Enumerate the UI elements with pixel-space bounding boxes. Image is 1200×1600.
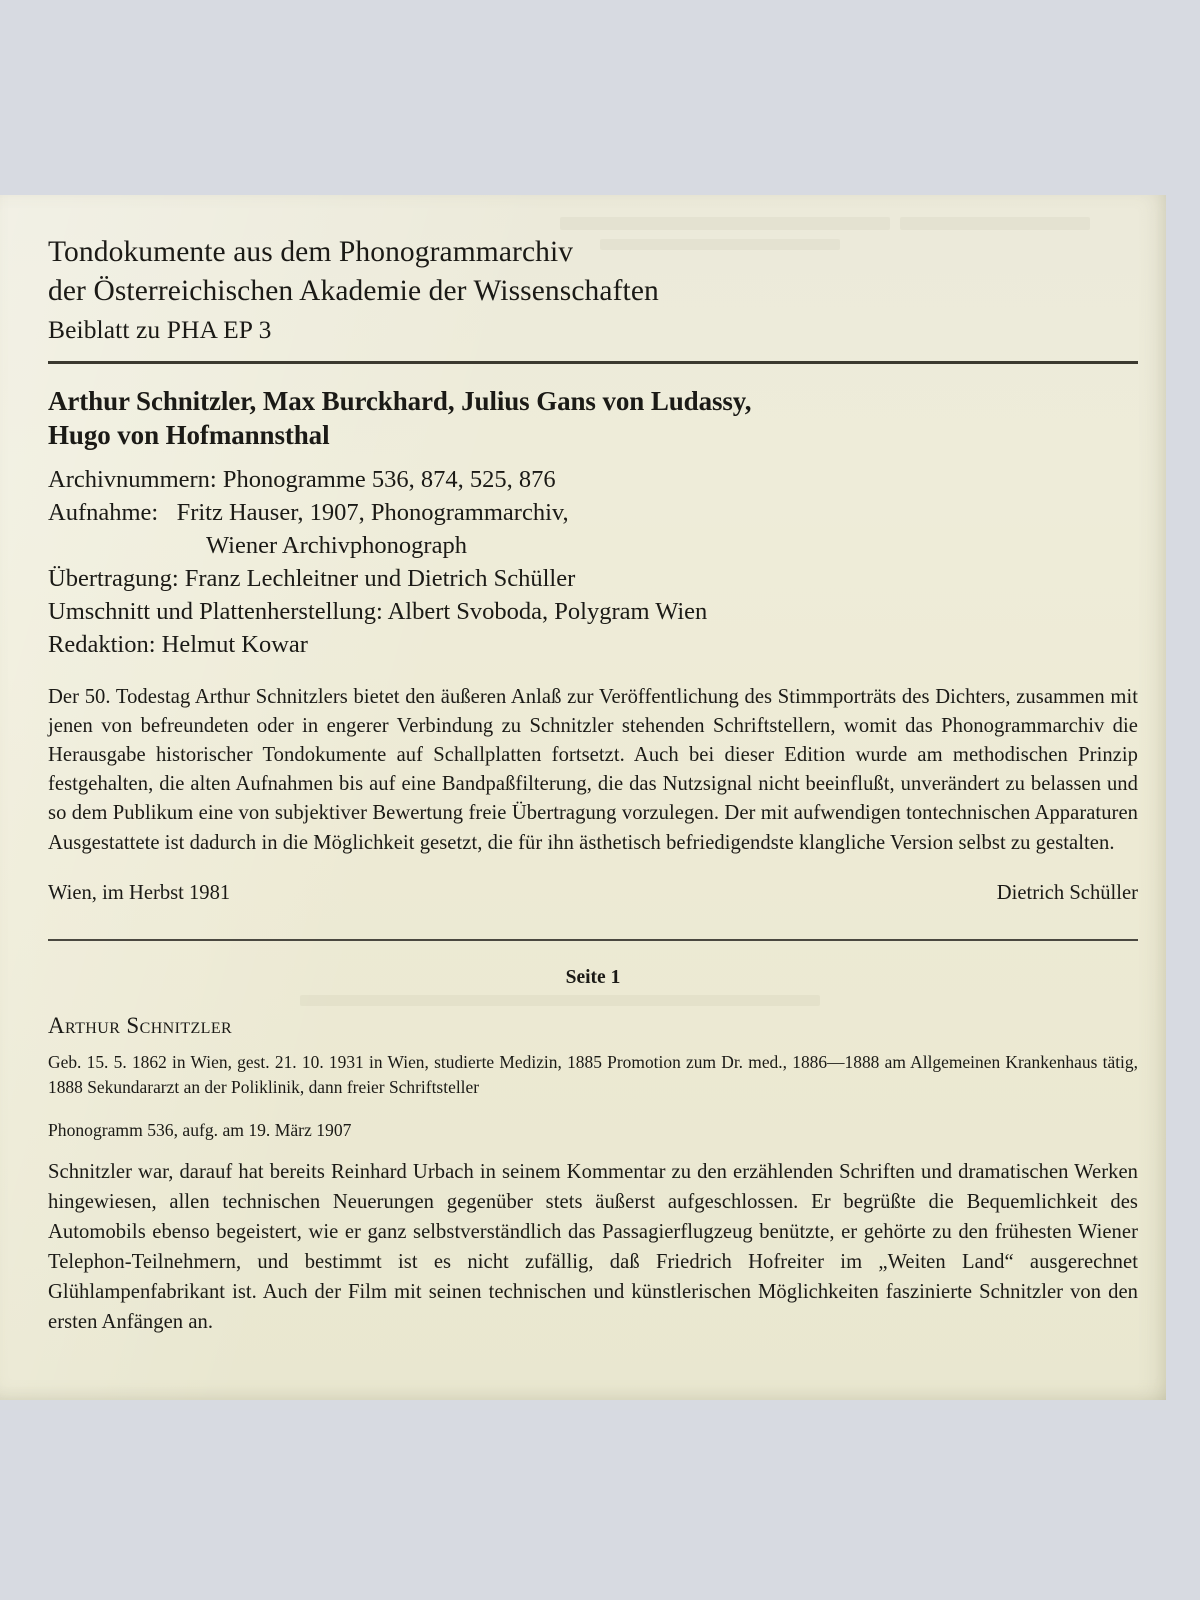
credit-transfer: Übertragung: Franz Lechleitner und Dietrich Schüller (48, 565, 576, 593)
credit-archive-numbers: Archivnummern: Phonogramme 536, 874, 525, 876 (48, 465, 556, 493)
masthead-issue-label: Beiblatt zu PHA EP 3 (48, 315, 272, 345)
masthead-divider (48, 361, 1138, 364)
signer-name: Dietrich Schüller (996, 881, 1138, 904)
scanned-page (0, 195, 1166, 1400)
signature-row (48, 882, 1138, 905)
document-title (48, 384, 1138, 453)
masthead (48, 195, 1138, 347)
phonogram-caption: Phonogramm 536, aufg. am 19. März 1907 (48, 1120, 352, 1141)
editorial-paragraph: Der 50. Todestag Arthur Schnitzlers bietet den äußeren Anlaß zur Veröffentlichung des Stimmporträts des Dichters, zusammen mit jenen von befreundeten oder in engerer Verbindung zu Schnitzler stehenden Schriftstellern, womit das Phonogrammarchiv die Herausgabe historischer Tondokumente auf Schallplatten fortsetzt. Auch bei dieser Edition wurde am methodischen Prinzip festgehalten, die alten Aufnahmen bis auf eine Bandpaßfilterung, die das Nutzsignal nicht beeinflußt, unverändert zu belassen und so dem Publikum eine von subjektiver Bewertung freie Übertragung vorzulegen. Der mit aufwendigen tontechnischen Apparaturen Ausgestattete ist dadurch in die Möglichkeit gesetzt, die für ihn ästhetisch befriedigendste klangliche Version selbst zu gestalten. (48, 686, 1138, 854)
section-divider (48, 939, 1138, 941)
credit-recording: Aufnahme: Fritz Hauser, 1907, Phonogrammarchiv, (48, 499, 569, 527)
page-content (48, 195, 1138, 1358)
credits-block (48, 463, 1138, 661)
author-biography: Geb. 15. 5. 1862 in Wien, gest. 21. 10. 1931 in Wien, studierte Medizin, 1885 Promotion zum Dr. med., 1886—1888 am Allgemeinen Krankenhaus tätig, 1888 Sekundararzt an der Poliklinik, dann freier Schriftsteller (48, 1051, 1138, 1097)
masthead-line-1: Tondokumente aus dem Phonogrammarchiv (48, 236, 574, 268)
document-title-line-2: Hugo von Hofmannsthal (48, 420, 330, 451)
masthead-line-2: der Österreichischen Akademie der Wissenschaften (48, 275, 659, 308)
commentary-paragraph: Schnitzler war, darauf hat bereits Reinhard Urbach in seinem Kommentar zu den erzählenden Schriften und dramatischen Werken hingewiesen, allen technischen Neuerungen gegenüber stets äußerst aufgeschlossen. Er begrüßte die Bequemlichkeit des Automobils ebenso begeistert, wie er ganz selbstverständlich das Passagierflugzeug benützte, er gehörte zu den frühesten Wiener Telephon-Teilnehmern, und bestimmt ist es nicht zufällig, daß Friedrich Hofreiter im „Weiten Land“ ausgerechnet Glühlampenfabrikant ist. Auch der Film mit seinen technischen und künstlerischen Möglichkeiten faszinierte Schnitzler von den ersten Anfängen an. (48, 1161, 1138, 1333)
credit-mastering: Umschnitt und Plattenherstellung: Albert Svoboda, Polygram Wien (48, 598, 708, 626)
author-heading: Arthur Schnitzler (48, 1012, 233, 1038)
place-and-date: Wien, im Herbst 1981 (48, 881, 231, 904)
document-title-line-1: Arthur Schnitzler, Max Burckhard, Julius Gans von Ludassy, (48, 385, 752, 416)
page-number-label: Seite 1 (565, 966, 621, 988)
credit-recording-continued: Wiener Archivphonograph (206, 532, 467, 560)
credit-editor: Redaktion: Helmut Kowar (48, 631, 308, 659)
